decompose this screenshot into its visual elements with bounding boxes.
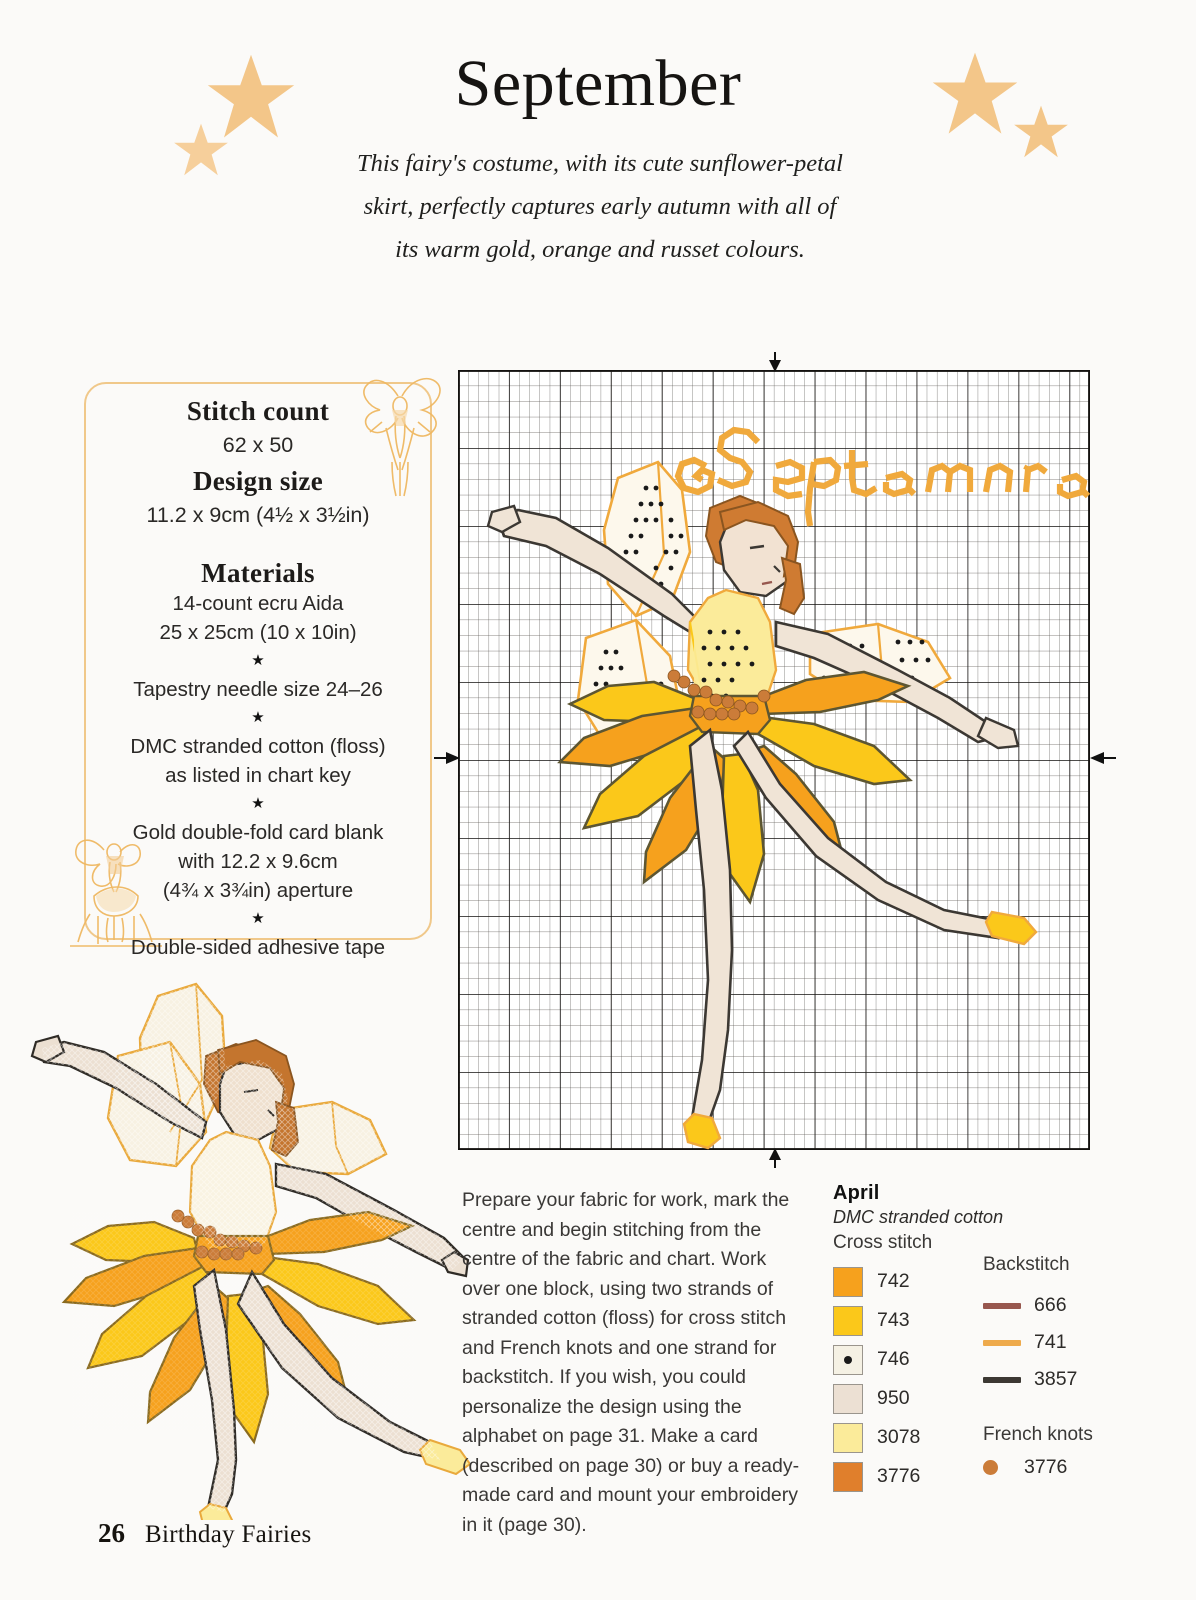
- backstitch-column: [983, 1232, 1123, 1496]
- material-item-floss-cont: as listed in chart key: [165, 764, 351, 787]
- material-item-tape: Double-sided adhesive tape: [130, 936, 386, 959]
- centre-arrow-left: [434, 750, 460, 771]
- footer: [98, 1518, 312, 1549]
- key-label-bs-741: 741: [1034, 1331, 1067, 1353]
- key-row-cross-950: [833, 1379, 983, 1418]
- backstitch-line-3857: [983, 1377, 1021, 1383]
- key-label-3078: 3078: [877, 1426, 921, 1448]
- material-item-card-aperture: (4¾ x 3¾in) aperture: [162, 879, 354, 902]
- backstitch-line-666: [983, 1303, 1021, 1309]
- chart-grid: [458, 370, 1090, 1150]
- key-label-3776: 3776: [877, 1465, 921, 1487]
- key-row-cross-3776: [833, 1457, 983, 1496]
- swatch-3078: [833, 1423, 863, 1453]
- stitch-count-heading: Stitch count: [186, 396, 330, 426]
- subtitle-line-3: its warm gold, orange and russet colours.: [395, 236, 805, 263]
- key-row-cross-3078: [833, 1418, 983, 1457]
- separator-star-4: ★: [251, 910, 265, 927]
- centre-arrow-top: [766, 352, 784, 377]
- centre-arrow-bottom: [766, 1148, 784, 1173]
- book-title: Birthday Fairies: [145, 1521, 312, 1548]
- centre-arrow-right: [1090, 750, 1116, 771]
- key-label-743: 743: [877, 1309, 910, 1331]
- french-knots-heading: French knots: [983, 1424, 1093, 1445]
- key-row-cross-742: [833, 1262, 983, 1301]
- separator-star-2: ★: [251, 709, 265, 726]
- key-row-backstitch-3857: [983, 1361, 1123, 1398]
- key-row-cross-746: [833, 1340, 983, 1379]
- key-label-742: 742: [877, 1270, 910, 1292]
- separator-star-1: ★: [251, 652, 265, 669]
- key-title: April: [833, 1182, 880, 1204]
- swatch-3776: [833, 1462, 863, 1492]
- stitch-count-value: 62 x 50: [222, 433, 294, 457]
- backstitch-heading: Backstitch: [983, 1254, 1070, 1275]
- material-item-aida-size: 25 x 25cm (10 x 10in): [159, 621, 357, 644]
- design-size-value: 11.2 x 9cm (4½ x 3½in): [146, 503, 370, 527]
- swatch-746: [833, 1345, 863, 1375]
- page-title: September: [454, 47, 742, 120]
- chart-key: [833, 1182, 1123, 1496]
- key-label-746: 746: [877, 1348, 910, 1370]
- key-label-bs-666: 666: [1034, 1294, 1067, 1316]
- key-row-backstitch-741: [983, 1324, 1123, 1361]
- key-subtitle: DMC stranded cotton: [833, 1207, 1004, 1227]
- cross-stitch-chart: [458, 370, 1090, 1150]
- subtitle-line-1: This fairy's costume, with its cute sunflower-petal: [357, 150, 843, 177]
- design-size-heading: Design size: [192, 466, 324, 496]
- star-icon-left-small: [172, 122, 230, 178]
- materials-heading: Materials: [201, 558, 315, 588]
- dot-symbol-icon: [844, 1356, 852, 1364]
- page-subtitle: [300, 142, 900, 271]
- french-knot-dot-icon: [983, 1460, 998, 1475]
- subtitle-line-2: skirt, perfectly captures early autumn with all of: [363, 193, 837, 220]
- key-row-cross-743: [833, 1301, 983, 1340]
- key-row-knot-3776: [983, 1450, 1123, 1484]
- material-item-aida: 14-count ecru Aida: [172, 592, 344, 615]
- backstitch-line-741: [983, 1340, 1021, 1346]
- material-item-card: Gold double-fold card blank: [132, 821, 384, 844]
- swatch-950: [833, 1384, 863, 1414]
- swatch-742: [833, 1267, 863, 1297]
- swatch-743: [833, 1306, 863, 1336]
- cross-stitch-heading: Cross stitch: [833, 1232, 933, 1253]
- material-item-floss: DMC stranded cotton (floss): [130, 735, 386, 758]
- material-item-needle: Tapestry needle size 24–26: [133, 678, 383, 701]
- material-item-card-size: with 12.2 x 9.6cm: [178, 850, 338, 873]
- key-row-backstitch-666: [983, 1287, 1123, 1324]
- instructions-paragraph: Prepare your fabric for work, mark the centre and begin stitching from the centre of the fabric and chart. Work over one block, using two strands of stranded cotton (floss) for cross stitch and French knots and one strand for backstitch. If you wish, you could personalize the design using the alphabet on page 31. Make a card (described on page 30) or buy a ready-made card and mount your embroidery in it (page 30).: [462, 1189, 800, 1536]
- materials-content: [96, 394, 420, 962]
- finished-embroidery-photo: [30, 960, 470, 1520]
- key-label-bs-3857: 3857: [1034, 1368, 1078, 1390]
- page-number: 26: [98, 1518, 125, 1548]
- cross-stitch-column: [833, 1232, 983, 1496]
- key-label-950: 950: [877, 1387, 910, 1409]
- separator-star-3: ★: [251, 795, 265, 812]
- key-label-knot-3776: 3776: [1024, 1455, 1068, 1478]
